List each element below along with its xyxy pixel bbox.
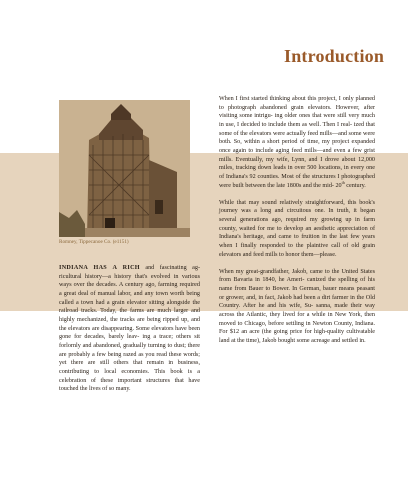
text-line: high-quality cultivatable land at the time), Jakob: [219, 329, 375, 345]
text-line: lived for a while in New York, then moved to: [219, 312, 375, 327]
text-line: farming required a great deal of manual labor,: [59, 282, 200, 297]
century-number: 20: [335, 182, 342, 189]
text-line: plaintive call of old grain elevators and feed mills: [219, 243, 375, 258]
text-line: ing a trace; others sit forlornly and abandoned,: [59, 334, 201, 349]
photo-caption: Romney, Tippecanoe Co. (e1151): [59, 239, 129, 245]
text-line: While that may sound relatively straightforward,: [219, 199, 345, 206]
text-line: drove about 12,000 miles, tracking down leads in: [219, 156, 375, 172]
text-line: in the Old Country. After he and his wife, Su-: [219, 294, 376, 310]
text-line: and any town worth being called a town had: [59, 290, 201, 306]
text-line: sanna, made their way across the Atlantic, they: [219, 303, 375, 319]
text-line: over 500 locations, in every one of Indiana's 92: [219, 165, 375, 180]
text-line: Indiana. For $12 an acre (the going price for: [219, 320, 375, 336]
text-line: a grain elevator sitting alongside the railroad: [59, 299, 200, 315]
century-suffix: th: [341, 179, 345, 185]
text-line: various ways over the decades. A century ago,: [59, 273, 200, 289]
text-line: tracks. Today, the farms are much larger and: [81, 308, 200, 315]
text-line: last few years when I finally responded to the: [219, 234, 375, 249]
text-line: When I first started thinking about this project,: [219, 96, 337, 102]
text-line: United States from Bavaria in 1840, he Ameri-: [219, 268, 375, 284]
text-line: one. In truth, it began several generations ago,: [219, 208, 375, 224]
page-title: Introduction: [284, 46, 385, 66]
text-line: to Bower. In German, bauer means peasant or: [219, 286, 375, 301]
paragraph-1: [219, 95, 375, 190]
text-line: I decided to include them as well. Then I real-: [237, 121, 353, 128]
text-line: I only planned to photograph abandoned grain: [219, 96, 375, 111]
text-line: ing older ones that were still very much in use,: [219, 113, 375, 128]
text-line: Chicago, before settling in Newton County,: [244, 320, 354, 327]
text-line: have touched the lives of so many.: [59, 377, 200, 393]
text-line: a few being razed as you read these words; yet: [59, 351, 200, 367]
text-line: required my growing up in farm county, waited: [219, 217, 375, 232]
paragraph-2: [219, 199, 375, 260]
text-line: were built between the late 1800s and the mid-: [219, 182, 334, 189]
text-line: elevators. However, after visiting some intrigu-: [219, 104, 375, 120]
right-column: [219, 95, 375, 346]
text-line: ricultural history—a history that's evolved in: [59, 273, 179, 280]
text-line: grower, and, in fact, Jakob had been a dirt farmer: [225, 294, 349, 301]
text-line: elevators have been gone for decades, barely leav-: [59, 325, 200, 341]
text-line: up, and the elevators are disappearing. Some: [59, 316, 200, 332]
text-line: When my great-grandfather, Jakob, came to the: [219, 268, 340, 275]
text-line: canized the spelling of his name from Bauer: [219, 277, 375, 293]
text-line: a celebration of these important structures that: [59, 368, 200, 384]
text-line: there are still others that remain in business,: [71, 360, 200, 367]
text-line: few grist mills. Eventually, my wife, Lynn, and I: [219, 147, 375, 163]
text-line: again to include aging feed mills—and even a: [232, 147, 351, 154]
text-line: century.: [344, 182, 366, 189]
text-line: contributing to local economies. This book is: [59, 368, 193, 375]
text-line: Indiana's heritage, and came to fruition in the: [219, 234, 337, 241]
intro-paragraph: [59, 264, 200, 394]
text-line: this book's journey was a long and circuitous: [219, 199, 375, 215]
text-line: counties. Most of the structures I photographed: [257, 173, 375, 180]
left-column: [59, 264, 200, 394]
grain-elevator-photo: [59, 100, 190, 237]
text-line: for me to develop an aesthetic appreciation of: [257, 225, 375, 232]
paragraph-3: [219, 268, 375, 346]
text-line: highly mechanized, the tracks are being ripped: [59, 316, 179, 323]
text-line: gradually turning to dust; there are probably: [59, 342, 200, 358]
text-line: bought some acreage and settled in.: [278, 338, 366, 345]
text-line: ized that some of the elevators were actually: [219, 121, 375, 137]
text-line: feed mills—and some were both. So, within a: [219, 130, 375, 146]
text-line: short period of time, my project expanded once: [219, 139, 376, 154]
text-line: and fascinating ag-: [139, 265, 200, 271]
text-line: to honor them—please.: [279, 251, 337, 258]
lead-in: INDIANA HAS A RICH: [59, 265, 140, 271]
